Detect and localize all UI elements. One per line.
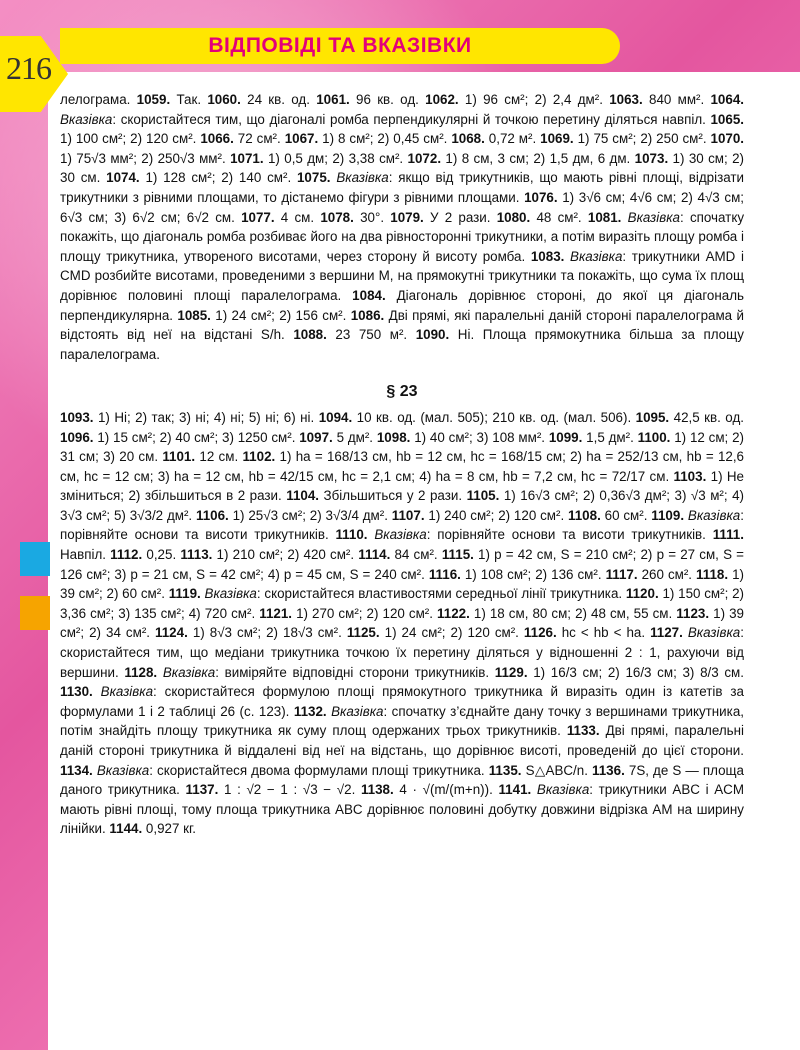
side-marker-cyan	[20, 542, 50, 576]
answers-content	[60, 90, 744, 839]
side-marker-orange	[20, 596, 50, 630]
section-heading: § 23	[386, 383, 418, 401]
answers-paragraph-2: 1093. 1) Ні; 2) так; 3) ні; 4) ні; 5) ні; 6) ні. 1094. 10 кв. од. (мал. 505); 210 кв. од. (мал. 506). 1095. 42,5 кв. од. 1096. 1) 15 см²; 2) 40 см²; 3) 1250 см². 1097. 5 дм². 1098. 1) 40 см²; 3) 108 мм². 1099. 1,5 дм². 1100. 1) 12 см; 2) 31 см; 3) 20 см. 1101. 12 см. 1102. 1) ha = 168/13 см, hb = 12 см, hc = 168/15 см; 2) ha = 252/13 см, hb = 12,6 см, hc = 12 см; 3) ha = 12 см, hb = 42/15 см, hc = 2,1 см; 4) ha = 8 см, hb = 7,2 см, hc = 72/17 см. 1103. 1) Не зміниться; 2) збільшиться в 2 рази. 1104. Збільшиться у 2 рази. 1105. 1) 16√3 см²; 2) 0,36√3 дм²; 3) √3 м²; 4) 3√3 см²; 5) 3√3/2 дм². 1106. 1) 25√3 см²; 2) 3√3/4 дм². 1107. 1) 240 см²; 2) 120 см². 1108. 60 см². 1109. Вказівка: порівняйте основи та висоти трикутників. 1110. Вказівка: порівняйте основи та висоти трикутників. 1111. Навпіл. 1112. 0,25. 1113. 1) 210 см²; 2) 420 см². 1114. 84 см². 1115. 1) p = 42 см, S = 210 см²; 2) p = 27 см, S = 126 см²; 3) p = 21 см, S = 42 см²; 4) p = 45 см, S = 240 см². 1116. 1) 108 см²; 2) 136 см². 1117. 260 см². 1118. 1) 39 см²; 2) 60 см². 1119. Вказівка: скористайтеся властивостями середньої лінії трикутника. 1120. 1) 150 см²; 2) 3,36 см²; 3) 135 см²; 4) 720 см². 1121. 1) 270 см²; 2) 120 см². 1122. 1) 18 см, 80 см; 2) 48 см, 55 см. 1123. 1) 39 см²; 2) 34 см². 1124. 1) 8√3 см²; 2) 18√3 см². 1125. 1) 24 см²; 2) 120 см². 1126. hc < hb < ha. 1127. Вказівка: скористайтеся тим, що медіани трикутника точкою їх перетину діляться у відношенні 2 : 1, рахуючи від вершини. 1128. Вказівка: виміряйте відповідні сторони трикутників. 1129. 1) 16/3 см; 2) 16/3 см; 3) 8/3 см. 1130. Вказівка: скористайтеся формулою площі прямокутного трикутника й виразіть один із катетів за формулами 1 і 2 таблиці 26 (с. 123). 1132. Вказівка: спочатку з’єднайте дану точку з вершинами трикутника, потім знайдіть площу трикутника як суму площ одержаних трьох трикутників. 1133. Дві прямі, паралельні даній стороні трикутника й віддалені від неї на відстань, що дорівнює висоті, проведеній до цієї сторони. 1134. Вказівка: скористайтеся двома формулами площі трикутника. 1135. S△ABC/n. 1136. 7S, де S — площа даного трикутника. 1137. 1 : √2 − 1 : √3 − √2. 1138. 4 · √(m/(m+n)). 1141. Вказівка: трикутники ABC і ACM мають рівні площі, тому площа трикутника ABC дорівнює половині добутку довжини відрізка AM на ширину лінійки. 1144. 0,927 кг.	[60, 409, 745, 837]
header-bar	[60, 28, 620, 64]
answers-paragraph-1: лелограма. 1059. Так. 1060. 24 кв. од. 1061. 96 кв. од. 1062. 1) 96 см²; 2) 2,4 дм². 1063. 840 мм². 1064. Вказівка: скористайтеся тим, що діагоналі ромба перпендикулярні й точкою перетину діляться навпіл. 1065. 1) 100 см²; 2) 120 см². 1066. 72 см². 1067. 1) 8 см²; 2) 0,45 см². 1068. 0,72 м². 1069. 1) 75 см²; 2) 250 см². 1070. 1) 75√3 мм²; 2) 250√3 мм². 1071. 1) 0,5 дм; 2) 3,38 см². 1072. 1) 8 см, 3 см; 2) 1,5 дм, 6 дм. 1073. 1) 30 см; 2) 30 см. 1074. 1) 128 см²; 2) 140 см². 1075. Вказівка: якщо від трикутників, що мають рівні площі, відрізати трикутники з рівними площами, то дістанемо фігури з рівними площами. 1076. 1) 3√6 см; 4√6 см; 2) 4√3 см; 6√3 см; 3) 6√2 см; 6√2 см. 1077. 4 см. 1078. 30°. 1079. У 2 рази. 1080. 48 см². 1081. Вказівка: спочатку покажіть, що діагональ ромба розбиває його на два рівносторонні трикутники, а потім виразіть площу ромба і площу трикутника, утвореного висотами, через сторону й висоту ромба. 1083. Вказівка: трикутники AMD і CMD розбийте висотами, проведеними з вершини M, на прямокутні трикутники та покажіть, що сума їх площ дорівнює половині площі паралелограма. 1084. Діагональ дорівнює стороні, до якої ця діагональ перпендикулярна. 1085. 1) 24 см²; 2) 156 см². 1086. Дві прямі, які паралельні даній стороні паралелограма й відстоять від неї на відстані S/h. 1088. 23 750 м². 1090. Ні. Площа прямокутника більша за площу паралелограма.	[60, 92, 745, 362]
page-number: 216	[6, 50, 51, 86]
page-title: ВІДПОВІДІ ТА ВКАЗІВКИ	[208, 34, 472, 57]
